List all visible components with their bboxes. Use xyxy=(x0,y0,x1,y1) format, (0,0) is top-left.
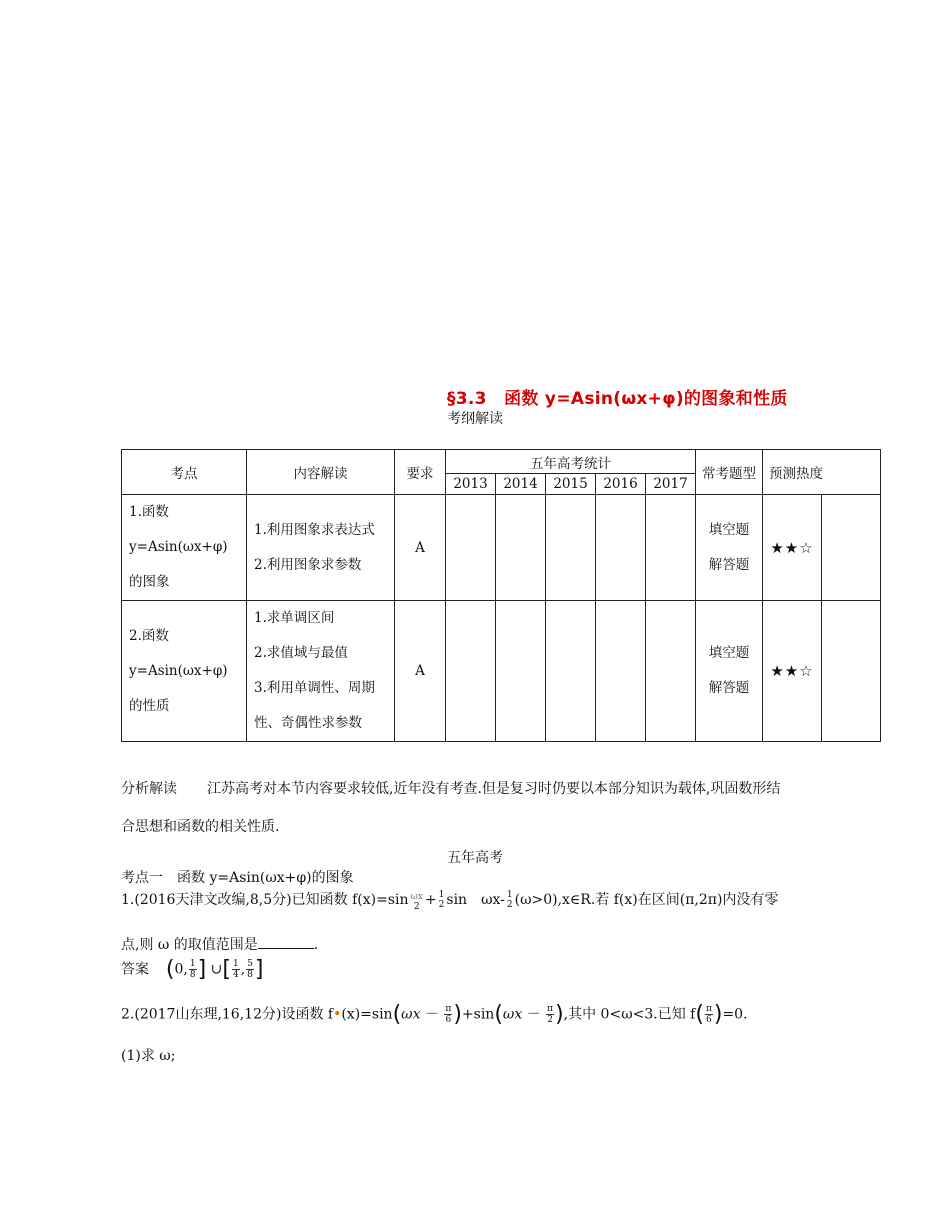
row2-heat: ★★☆ xyxy=(763,601,822,742)
header-year: 2017 xyxy=(646,474,696,495)
row2-point: 2.函数 y=Asin(ωx+φ) 的性质 xyxy=(122,601,247,742)
row1-content: 1.利用图象求表达式 2.利用图象求参数 xyxy=(247,495,395,601)
question-1: 1.(2016天津文改编,8,5分)已知函数 f(x)=sin ωx 2 + 1 2 sin ωx- 1 2 (ω>0),x∈R.若 f(x)在区间(π,2π)内没有零 xyxy=(121,890,779,912)
header-point: 考点 xyxy=(122,450,247,495)
question-2-part-1: (1)求 ω; xyxy=(121,1048,176,1064)
answer: 答案 (0, $\frac{1}{8}$ ] ∪[ $\frac{1}{4}$ , $\frac{5}{8}$ ] xyxy=(121,957,264,982)
answer-label: 答案 xyxy=(121,961,149,978)
page-title: §3.3 函数 y=Asin(ωx+φ)的图象和性质 xyxy=(447,389,788,409)
header-heat: 预测热度 xyxy=(763,450,881,495)
header-content: 内容解读 xyxy=(247,450,395,495)
question-2: 2.(2017山东理,16,12分)设函数 f•(x)=sin(ωx － $\frac{\pi}{6}$ )+sin(ωx － $\frac{\pi}{2}$ ),其中 0<ω<3.已知 f( $\frac{\pi}{6}$ )=0. xyxy=(121,1002,748,1027)
row1-types: 填空题 解答题 xyxy=(696,495,763,601)
section-subtitle: 考纲解读 xyxy=(447,411,503,427)
table-row xyxy=(122,495,881,601)
section-heading: 五年高考 xyxy=(447,850,503,866)
header-year: 2016 xyxy=(596,474,646,495)
question-1-line-2: 点,则 ω 的取值范围是 . xyxy=(121,937,319,953)
table-row xyxy=(122,601,881,742)
answer-blank xyxy=(258,936,314,949)
header-year: 2015 xyxy=(546,474,596,495)
analysis-line-1: 分析解读 江苏高考对本节内容要求较低,近年没有考查.但是复习时仍要以本部分知识为载体,巩固数形结 xyxy=(121,781,781,797)
analysis-line-2: 合思想和函数的相关性质. xyxy=(121,819,280,835)
analysis-label: 分析解读 xyxy=(121,781,177,797)
row2-content: 1.求单调区间 2.求值域与最值 3.利用单调性、周期 性、奇偶性求参数 xyxy=(247,601,395,742)
row2-types: 填空题 解答题 xyxy=(696,601,763,742)
header-stats: 五年高考统计 xyxy=(446,450,696,474)
header-year: 2013 xyxy=(446,474,496,495)
outline-table xyxy=(121,449,881,742)
header-types: 常考题型 xyxy=(696,450,763,495)
kaodian-heading: 考点一 函数 y=Asin(ωx+φ)的图象 xyxy=(121,870,354,886)
header-year: 2014 xyxy=(496,474,546,495)
header-requirement: 要求 xyxy=(395,450,446,495)
row2-requirement: A xyxy=(395,601,446,742)
row1-heat: ★★☆ xyxy=(763,495,822,601)
row1-requirement: A xyxy=(395,495,446,601)
row1-point: 1.函数 y=Asin(ωx+φ) 的图象 xyxy=(122,495,247,601)
